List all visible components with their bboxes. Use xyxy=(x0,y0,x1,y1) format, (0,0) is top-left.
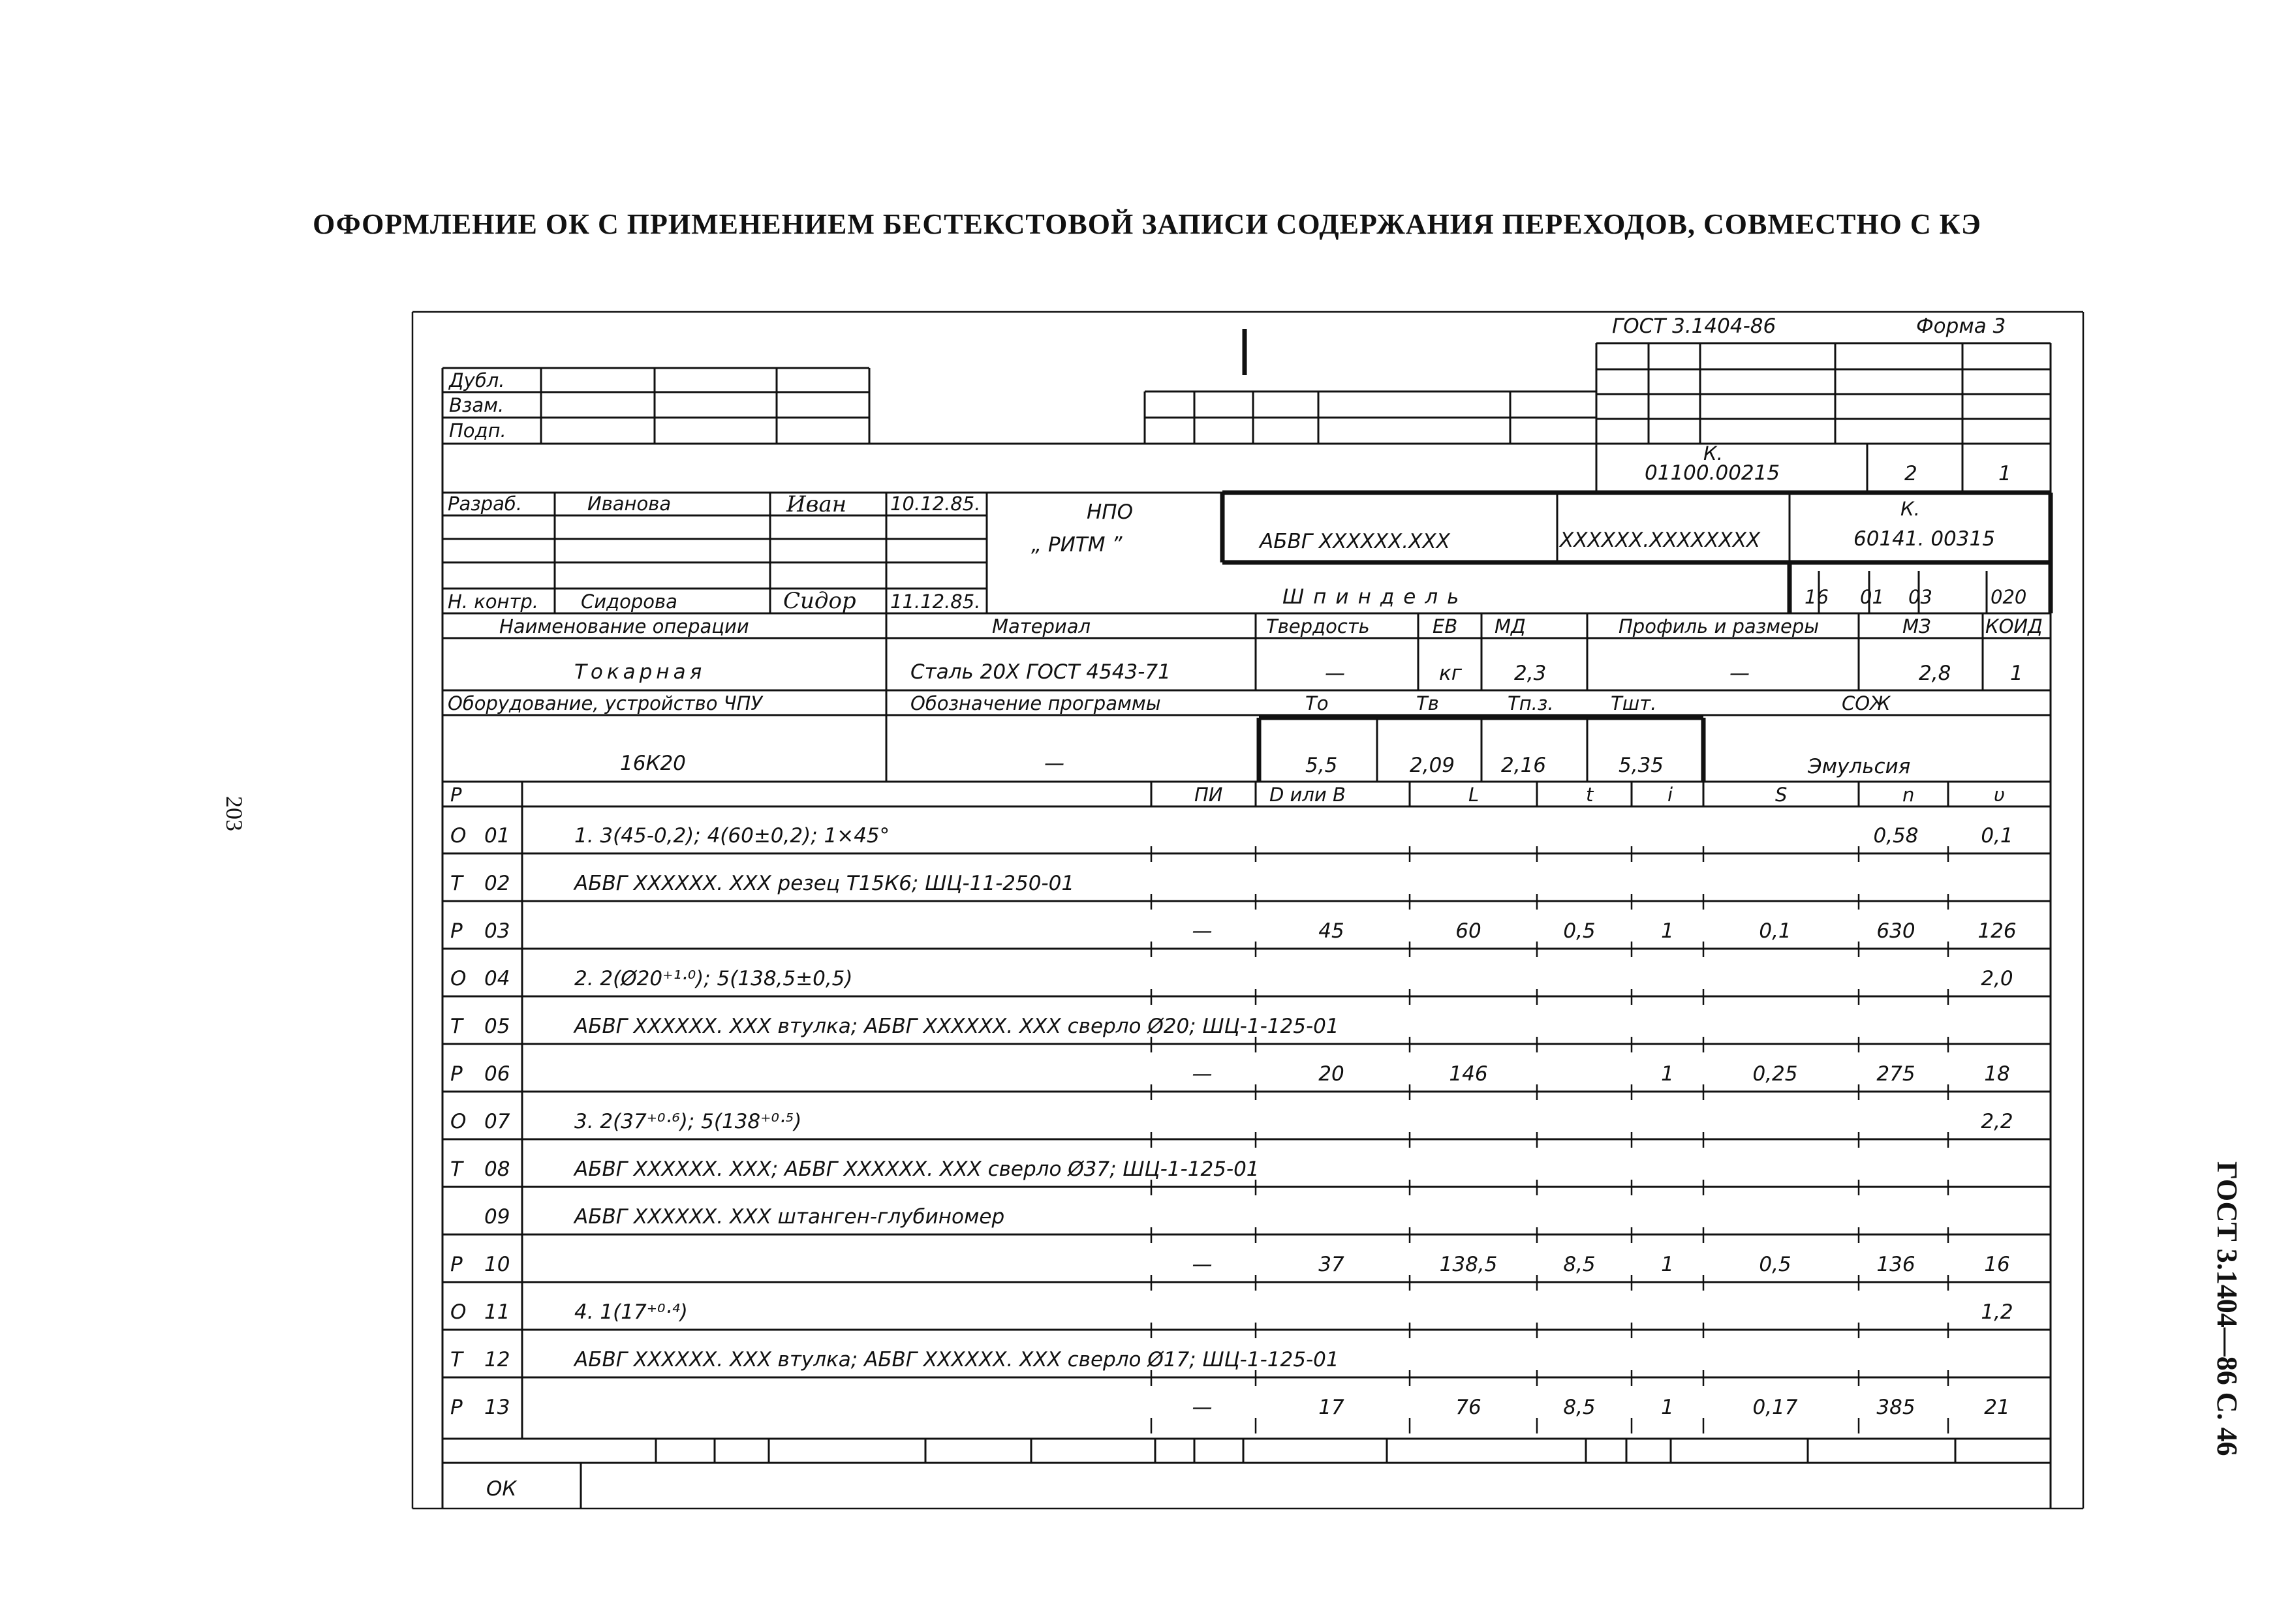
row-cell-text: 2. 2(Ø20⁺¹·⁰); 5(138,5±0,5) xyxy=(574,967,853,990)
row-cell-num: 10 xyxy=(484,1253,510,1276)
md-value: 2,3 xyxy=(1514,662,1547,685)
row-cell-d: 37 xyxy=(1318,1253,1344,1276)
row-cell-v: 16 xyxy=(1984,1253,2010,1276)
hdr-to: То xyxy=(1305,692,1329,714)
row-cell-d: 45 xyxy=(1318,919,1344,943)
op-code-4: 020 xyxy=(1991,586,2027,608)
row-cell-t: 8,5 xyxy=(1563,1253,1596,1276)
col-n: n xyxy=(1902,784,1915,806)
operation-rows xyxy=(450,824,2017,1433)
row-cell-code: Т xyxy=(450,1157,463,1181)
row-cell-t: 8,5 xyxy=(1563,1396,1596,1419)
row-cell-text: 1. 3(45-0,2); 4(60±0,2); 1×45° xyxy=(574,824,890,848)
row-cell-text: АБВГ XXXXXX. XXX; АБВГ XXXXXX. XXX сверло Ø37; ШЦ-1-125-01 xyxy=(574,1157,1260,1181)
row-cell-v: 2,2 xyxy=(1981,1110,2013,1133)
part-name: Шпиндель xyxy=(1282,585,1468,609)
row-cell-v: 21 xyxy=(1984,1396,2010,1419)
row-cell-num: 05 xyxy=(484,1015,510,1038)
left-stamp-block xyxy=(442,368,869,444)
control-role: Н. контр. xyxy=(448,590,538,613)
to-value: 5,5 xyxy=(1305,754,1338,777)
org-line1: НПО xyxy=(1087,500,1134,524)
hdr-tpz: Тп.з. xyxy=(1508,692,1554,714)
row-cell-l: 138,5 xyxy=(1439,1253,1498,1276)
table-row xyxy=(450,967,2013,1005)
stamp-vzam: Взам. xyxy=(449,394,504,416)
row-cell-num: 01 xyxy=(484,824,510,848)
row-cell-code: Т xyxy=(450,872,463,895)
koid-value: 1 xyxy=(2010,662,2023,685)
form-border xyxy=(442,343,2051,1509)
org-line2: „ РИТМ ” xyxy=(1031,533,1123,557)
row-cell-t: 0,5 xyxy=(1563,919,1596,943)
row-cell-code: О xyxy=(450,824,467,848)
col-l: L xyxy=(1468,784,1480,806)
row-cell-text: 3. 2(37⁺⁰·⁶); 5(138⁺⁰·⁵) xyxy=(574,1110,802,1133)
control-name: Сидорова xyxy=(581,590,677,613)
row-cell-text: АБВГ XXXXXX. XXX втулка; АБВГ XXXXXX. XXX сверло Ø20; ШЦ-1-125-01 xyxy=(574,1015,1339,1038)
hdr-tsht: Тшт. xyxy=(1611,692,1657,714)
table-row xyxy=(450,1062,2010,1100)
row-cell-d: 20 xyxy=(1318,1062,1344,1086)
row-cell-code: О xyxy=(450,1110,467,1133)
row-cell-pi: — xyxy=(1192,1253,1213,1276)
control-signature: Сидор xyxy=(783,588,856,614)
developer-name: Иванова xyxy=(587,493,672,515)
row-cell-s: 0,25 xyxy=(1752,1062,1798,1086)
hardness-value: — xyxy=(1325,662,1345,685)
row-cell-code: Р xyxy=(450,1062,463,1086)
row-cell-num: 13 xyxy=(484,1396,510,1419)
tv-value: 2,09 xyxy=(1410,754,1455,777)
hdr-tv: Тв xyxy=(1416,692,1439,714)
row-cell-num: 03 xyxy=(484,919,510,943)
mz-value: 2,8 xyxy=(1919,662,1951,685)
row-cell-l: 60 xyxy=(1455,919,1481,943)
row-cell-pi: — xyxy=(1192,919,1213,943)
operation-name: Токарная xyxy=(574,660,706,684)
row-cell-i: 1 xyxy=(1661,1396,1674,1419)
col-pi: ПИ xyxy=(1194,784,1223,806)
equipment-value: 16К20 xyxy=(620,752,686,775)
form-label: Форма 3 xyxy=(1916,314,2006,338)
top-center-grid xyxy=(1145,329,1596,444)
row-cell-n: 385 xyxy=(1876,1396,1915,1419)
developer-date: 10.12.85. xyxy=(890,493,981,515)
footer-grid xyxy=(581,1439,1955,1509)
table-row xyxy=(450,1348,1948,1386)
row-cell-num: 08 xyxy=(484,1157,510,1181)
standard-label: ГОСТ 3.1404-86 xyxy=(1612,314,1776,338)
table-row xyxy=(450,1110,2013,1148)
row-cell-text: АБВГ XXXXXX. XXX штанген-глубиномер xyxy=(574,1205,1005,1229)
col-i: i xyxy=(1667,784,1673,806)
row-cell-l: 76 xyxy=(1455,1396,1481,1419)
row-cell-i: 1 xyxy=(1661,1253,1674,1276)
row-cell-n: 136 xyxy=(1876,1253,1915,1276)
table-row xyxy=(450,1015,1948,1052)
row-cell-v: 18 xyxy=(1984,1062,2010,1086)
sheet-number: 2 xyxy=(1904,462,1917,485)
hdr-program: Обозначение программы xyxy=(910,692,1161,714)
row-cell-i: 1 xyxy=(1661,919,1674,943)
code3: 60141. 00315 xyxy=(1853,527,1995,551)
profile-value: — xyxy=(1729,662,1750,685)
hdr-koid: КОИД xyxy=(1985,615,2043,637)
program-value: — xyxy=(1044,752,1064,775)
row-cell-n: 630 xyxy=(1876,919,1915,943)
op-code-1: 16 xyxy=(1805,586,1829,608)
row-cell-l: 146 xyxy=(1449,1062,1488,1086)
hdr-operation: Наименование операции xyxy=(499,615,749,637)
row-cell-num: 02 xyxy=(484,872,510,895)
sheets-total: 1 xyxy=(1998,462,2011,485)
row-cell-i: 1 xyxy=(1661,1062,1674,1086)
row-cell-code: Т xyxy=(450,1348,463,1371)
col-p: Р xyxy=(450,784,462,806)
row-cell-code: О xyxy=(450,1300,467,1324)
row-cell-num: 12 xyxy=(484,1348,510,1371)
row-cell-pi: — xyxy=(1192,1396,1213,1419)
table-row xyxy=(450,919,2017,957)
row-cell-num: 04 xyxy=(484,967,510,990)
row-cell-v: 0,1 xyxy=(1981,824,2013,848)
row-cell-v: 1,2 xyxy=(1981,1300,2013,1324)
row-cell-text: АБВГ XXXXXX. XXX резец Т15К6; ШЦ-11-250-01 xyxy=(574,872,1075,895)
row-cell-v: 2,0 xyxy=(1981,967,2013,990)
row-cell-d: 17 xyxy=(1318,1396,1344,1419)
hdr-material: Материал xyxy=(992,615,1091,637)
hdr-profile: Профиль и размеры xyxy=(1619,615,1820,637)
table-row xyxy=(450,1253,2010,1291)
side-page-number: 203 xyxy=(221,796,247,831)
material-value: Сталь 20Х ГОСТ 4543-71 xyxy=(910,660,1171,684)
col-d: D или В xyxy=(1269,784,1346,806)
row-cell-code: Р xyxy=(450,919,463,943)
designation: АБВГ XXXXXX.XXX xyxy=(1260,530,1450,553)
soj-value: Эмульсия xyxy=(1808,755,1911,778)
side-gost-label: ГОСТ 3.1404—86 С. 46 xyxy=(2211,1161,2243,1456)
row-cell-text: 4. 1(17⁺⁰·⁴) xyxy=(574,1300,688,1324)
developer-role: Разраб. xyxy=(448,493,522,515)
footer-label: ОК xyxy=(486,1477,517,1501)
control-date: 11.12.85. xyxy=(890,590,981,613)
row-cell-v: 126 xyxy=(1977,919,2017,943)
hdr-hardness: Твердость xyxy=(1266,615,1370,637)
page-heading: ОФОРМЛЕНИЕ ОК С ПРИМЕНЕНИЕМ БЕСТЕКСТОВОЙ ЗАПИСИ СОДЕРЖАНИЯ ПЕРЕХОДОВ, СОВМЕСТНО С КЭ xyxy=(313,208,1981,240)
hdr-soj: СОЖ xyxy=(1842,692,1891,714)
col-t: t xyxy=(1586,784,1594,806)
developer-signature: Иван xyxy=(786,491,847,517)
row-cell-s: 0,1 xyxy=(1759,919,1791,943)
hdr-equipment: Оборудование, устройство ЧПУ xyxy=(448,692,763,714)
table-row xyxy=(450,872,1948,910)
row-cell-num: 11 xyxy=(484,1300,510,1324)
table-row xyxy=(484,1205,1948,1243)
row-cell-num: 09 xyxy=(484,1205,510,1229)
hdr-ev: ЕВ xyxy=(1433,615,1458,637)
code2: XXXXXX.XXXXXXXX xyxy=(1560,529,1761,552)
tsht-value: 5,35 xyxy=(1619,754,1664,777)
ev-value: кг xyxy=(1439,662,1463,685)
row-cell-s: 0,5 xyxy=(1759,1253,1791,1276)
row-cell-n: 0,58 xyxy=(1873,824,1919,848)
table-row xyxy=(450,824,2013,862)
col-s: S xyxy=(1775,784,1788,806)
table-row xyxy=(450,1396,2010,1433)
code3-letter: К. xyxy=(1900,498,1920,520)
row-cell-n: 275 xyxy=(1876,1062,1915,1086)
doc-code: 01100.00215 xyxy=(1645,461,1780,485)
row-cell-text: АБВГ XXXXXX. XXX втулка; АБВГ XXXXXX. XXX сверло Ø17; ШЦ-1-125-01 xyxy=(574,1348,1339,1371)
op-code-3: 03 xyxy=(1908,586,1932,608)
tpz-value: 2,16 xyxy=(1501,754,1547,777)
row-cell-code: Т xyxy=(450,1015,463,1038)
hdr-md: МД xyxy=(1495,615,1526,637)
row-cell-num: 07 xyxy=(484,1110,510,1133)
row-cell-pi: — xyxy=(1192,1062,1213,1086)
hdr-mz: МЗ xyxy=(1902,615,1931,637)
col-v: υ xyxy=(1994,784,2005,806)
row-cell-code: Р xyxy=(450,1253,463,1276)
op-code-2: 01 xyxy=(1860,586,1884,608)
doc-code-letter: К. xyxy=(1703,442,1723,465)
stamp-dubl: Дубл. xyxy=(449,369,505,391)
row-cell-num: 06 xyxy=(484,1062,510,1086)
row-cell-s: 0,17 xyxy=(1752,1396,1798,1419)
row-cell-code: Р xyxy=(450,1396,463,1419)
table-row xyxy=(450,1157,1948,1195)
stamp-podp: Подп. xyxy=(449,420,506,442)
row-cell-code: О xyxy=(450,967,467,990)
table-row xyxy=(450,1300,2013,1338)
